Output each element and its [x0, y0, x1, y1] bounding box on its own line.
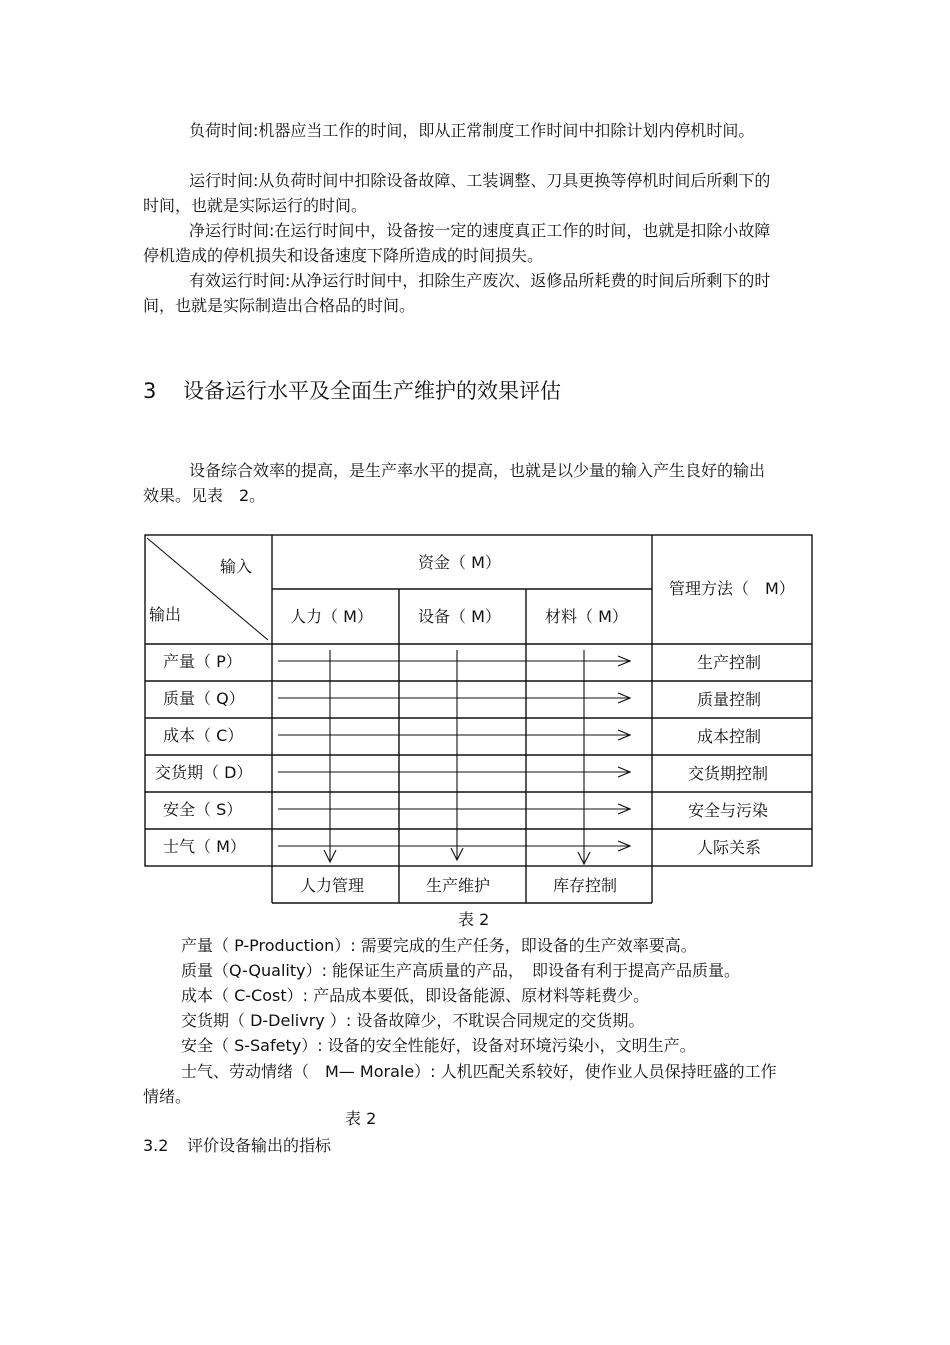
- section-title: 设备运行水平及全面生产维护的效果评估: [183, 379, 561, 403]
- definition-term: 有效运行时间:: [189, 271, 291, 290]
- capital-header: 资金（ M）: [418, 553, 501, 572]
- row-output-safety: 安全（ S）: [163, 800, 243, 819]
- intro-text: 设备综合效率的提高，是生产率水平的提高，也就是以少量的输入产生良好的输出效果。见表 2。: [143, 461, 766, 505]
- subsection-number: 3.2: [143, 1136, 169, 1155]
- explanation-cost: 成本（ C-Cost）: 产品成本要低，即设备能源、原材料等耗费少。: [181, 986, 650, 1005]
- definition-term: 负荷时间:: [189, 121, 259, 140]
- table-caption-2: 表 2: [345, 1109, 377, 1128]
- table-caption: 表 2: [458, 910, 490, 929]
- row-control-morale: 人际关系: [697, 838, 762, 857]
- column-header-equipment: 设备（ M）: [418, 607, 501, 626]
- definition-term: 运行时间:: [189, 171, 259, 190]
- section-number: 3: [143, 379, 157, 403]
- method-header: 管理方法（ M）: [669, 579, 795, 598]
- corner-input-label: 输入: [220, 557, 253, 576]
- column-header-material: 材料（ M）: [545, 607, 628, 626]
- definition-term: 净运行时间:: [189, 221, 275, 240]
- explanation-morale: [143, 1059, 783, 1109]
- bottom-control-manpower: 人力管理: [300, 876, 365, 895]
- explanation-delivery: 交货期（ D-Delivry ）: 设备故障少，不耽误合同规定的交货期。: [181, 1011, 645, 1030]
- explanation-morale-text: 士气、劳动情绪（ M— Morale）: 人机匹配关系较好，使作业人员保持旺盛的工作情绪。: [143, 1062, 777, 1106]
- explanation-quality: 质量（Q-Quality）: 能保证生产高质量的产品， 即设备有利于提高产品质量。: [181, 961, 741, 980]
- row-control-production: 生产控制: [697, 653, 762, 672]
- column-header-manpower: 人力（ M）: [290, 607, 373, 626]
- bottom-control-maintenance: 生产维护: [426, 876, 491, 895]
- subsection-title: 评价设备输出的指标: [187, 1136, 332, 1155]
- bottom-control-inventory: 库存控制: [553, 876, 618, 895]
- definition-text: 在运行时间中，设备按一定的速度真正工作的时间，也就是扣除小故障停机造成的停机损失和设备速度下降所造成的时间损失。: [143, 221, 771, 265]
- row-control-quality: 质量控制: [697, 690, 762, 709]
- explanation-production: 产量（ P-Production）: 需要完成的生产任务，即设备的生产效率要高。: [181, 936, 697, 955]
- row-control-cost: 成本控制: [697, 727, 762, 746]
- corner-diagonal: [147, 538, 268, 640]
- row-output-quality: 质量（ Q）: [163, 689, 245, 708]
- row-output-production: 产量（ P）: [163, 652, 242, 671]
- definition-text: 从负荷时间中扣除设备故障、工装调整、刀具更换等停机时间后所剩下的时间，也就是实际运行的时间。: [143, 171, 771, 215]
- row-output-morale: 士气（ M）: [163, 837, 246, 856]
- subsection-heading: [143, 1136, 331, 1156]
- row-control-delivery: 交货期控制: [688, 764, 769, 783]
- definition-text: 从净运行时间中，扣除生产废次、返修品所耗费的时间后所剩下的时间，也就是实际制造出合格品的时间。: [143, 271, 771, 315]
- row-control-safety: 安全与污染: [688, 801, 769, 820]
- definition-text: 机器应当工作的时间，即从正常制度工作时间中扣除计划内停机时间。: [258, 121, 755, 140]
- corner-output-label: 输出: [149, 605, 182, 624]
- row-output-delivery: 交货期（ D）: [155, 763, 253, 782]
- explanation-safety: 安全（ S-Safety）: 设备的安全性能好，设备对环境污染小，文明生产。: [181, 1036, 696, 1055]
- row-output-cost: 成本（ C）: [163, 726, 244, 745]
